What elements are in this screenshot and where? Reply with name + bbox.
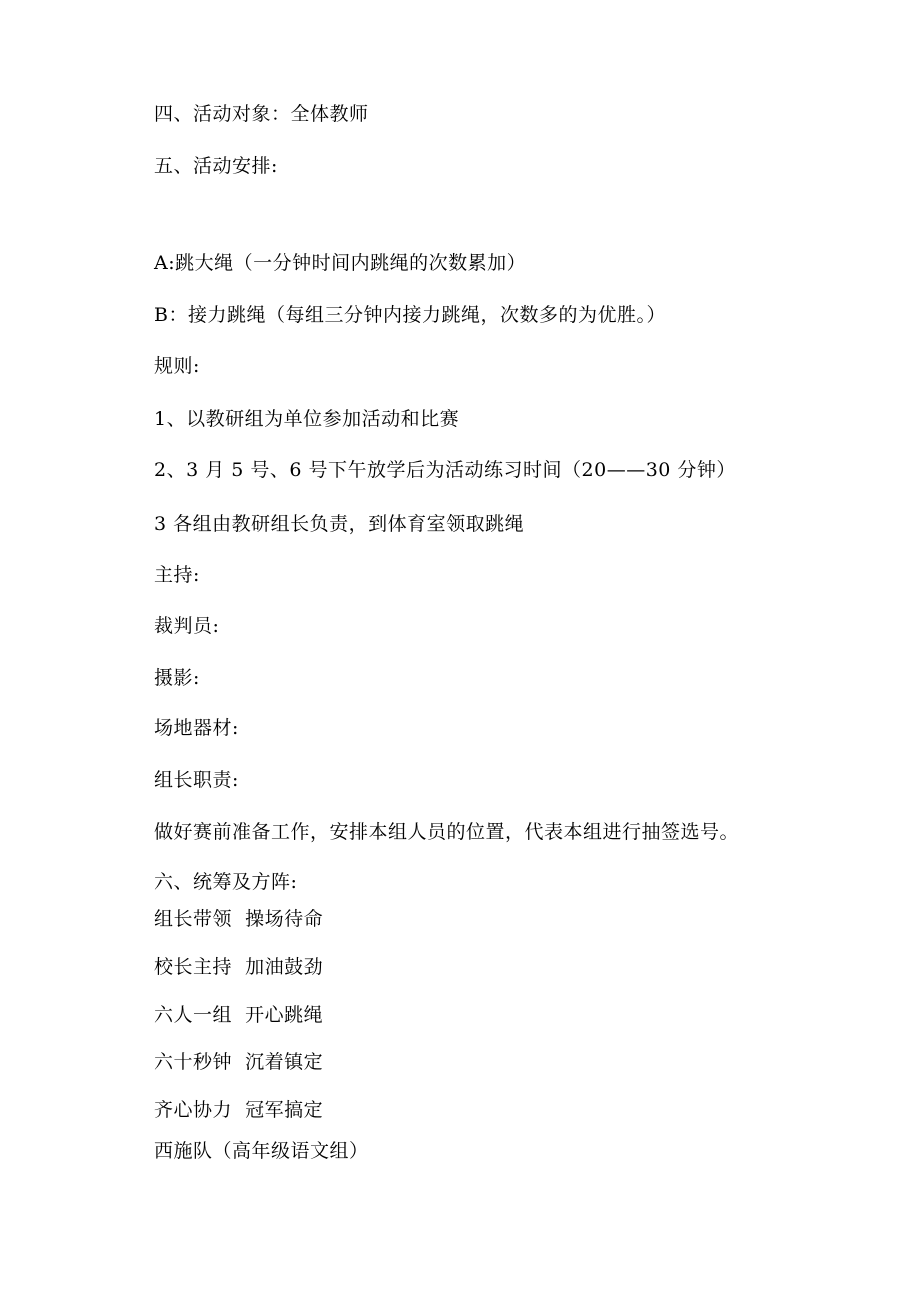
activity-target-line: 四、活动对象：全体教师 <box>154 103 369 125</box>
slogan-line-3: 六人一组 开心跳绳 <box>154 1004 324 1026</box>
item-b-line: B：接力跳绳（每组三分钟内接力跳绳，次数多的为优胜。） <box>154 304 666 326</box>
host-line: 主持: <box>154 564 200 586</box>
activity-schedule-heading: 五、活动安排: <box>154 155 278 177</box>
venue-equipment-line: 场地器材: <box>154 717 239 739</box>
rule-1-line: 1、以教研组为单位参加活动和比赛 <box>154 408 460 430</box>
coordination-heading: 六、统筹及方阵: <box>154 871 298 893</box>
referee-line: 裁判员: <box>154 615 220 637</box>
team-name-line: 西施队（高年级语文组） <box>154 1140 369 1162</box>
rules-heading: 规则: <box>154 355 200 377</box>
rule-3-line: 3 各组由教研组长负责，到体育室领取跳绳 <box>154 513 525 535</box>
slogan-line-1: 组长带领 操场待命 <box>154 908 324 930</box>
leader-duties-text: 做好赛前准备工作，安排本组人员的位置，代表本组进行抽签选号。 <box>154 821 740 843</box>
slogan-line-4: 六十秒钟 沉着镇定 <box>154 1051 324 1073</box>
rule-2-line: 2、3 月 5 号、6 号下午放学后为活动练习时间（20——30 分钟） <box>154 459 736 481</box>
photography-line: 摄影: <box>154 667 200 689</box>
slogan-line-2: 校长主持 加油鼓劲 <box>154 956 324 978</box>
leader-duties-heading: 组长职责: <box>154 769 239 791</box>
slogan-line-5: 齐心协力 冠军搞定 <box>154 1099 324 1121</box>
item-a-line: A:跳大绳（一分钟时间内跳绳的次数累加） <box>154 252 527 274</box>
